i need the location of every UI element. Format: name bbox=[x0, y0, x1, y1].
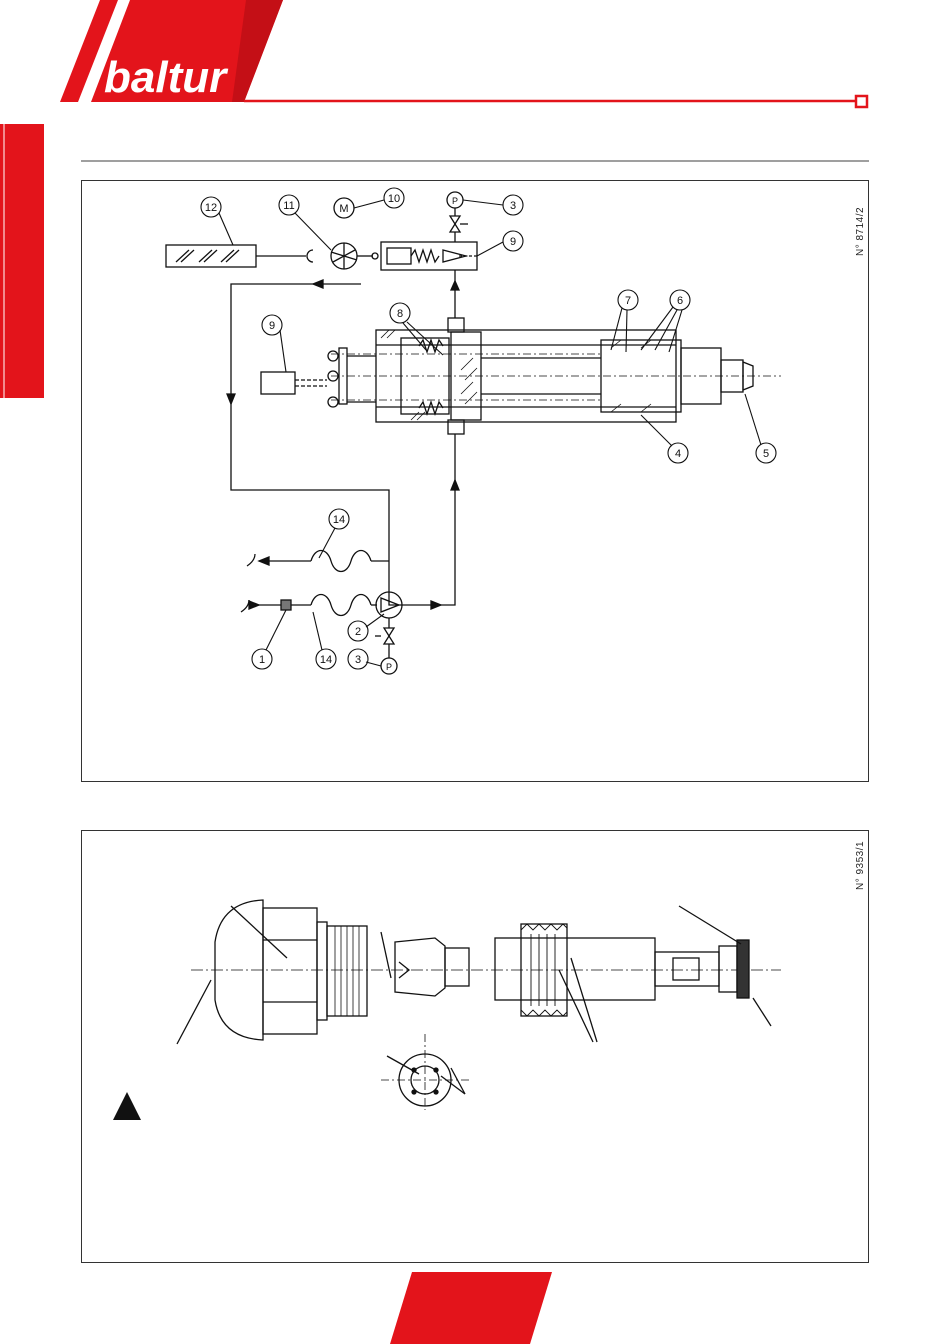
callout-6: 6 bbox=[676, 295, 684, 307]
callout-3-bottom: 3 bbox=[354, 654, 362, 666]
callout-4: 4 bbox=[674, 448, 682, 460]
gauge-label-top: P bbox=[451, 196, 459, 206]
figure-2-drawing-number: N° 9353/1 bbox=[855, 840, 866, 890]
callout-7: 7 bbox=[624, 295, 632, 307]
callout-1: 1 bbox=[258, 654, 266, 666]
callout-9: 9 bbox=[268, 320, 276, 332]
callout-11: 10 bbox=[387, 193, 401, 205]
figure-1-diagram bbox=[81, 180, 869, 782]
footer-tab bbox=[380, 1272, 580, 1344]
header-rule-end-square bbox=[856, 96, 867, 107]
callout-12: 11 bbox=[283, 200, 295, 212]
warning-triangle-icon bbox=[113, 1092, 141, 1120]
solenoid bbox=[261, 372, 295, 394]
filter bbox=[281, 600, 291, 610]
callout-14-top: 14 bbox=[332, 514, 346, 526]
motor-label: M bbox=[339, 203, 349, 215]
o-ring bbox=[737, 940, 749, 998]
side-tab bbox=[0, 124, 44, 398]
figure-2-diagram bbox=[81, 830, 869, 1263]
gauge-label-bottom: P bbox=[385, 662, 393, 672]
swirl-insert bbox=[395, 938, 445, 996]
callout-14-bottom: 14 bbox=[319, 654, 333, 666]
logo-text: baltur bbox=[104, 53, 227, 102]
callout-13: 12 bbox=[204, 202, 218, 214]
callout-8: 8 bbox=[396, 308, 404, 320]
nozzle-hex bbox=[263, 908, 317, 1034]
figure-1-drawing-number: N° 8714/2 bbox=[855, 206, 866, 256]
callout-3-top: 3 bbox=[509, 200, 517, 212]
callout-5: 5 bbox=[762, 448, 770, 460]
callout-2: 2 bbox=[354, 626, 362, 638]
callout-10: 9 bbox=[509, 236, 517, 248]
